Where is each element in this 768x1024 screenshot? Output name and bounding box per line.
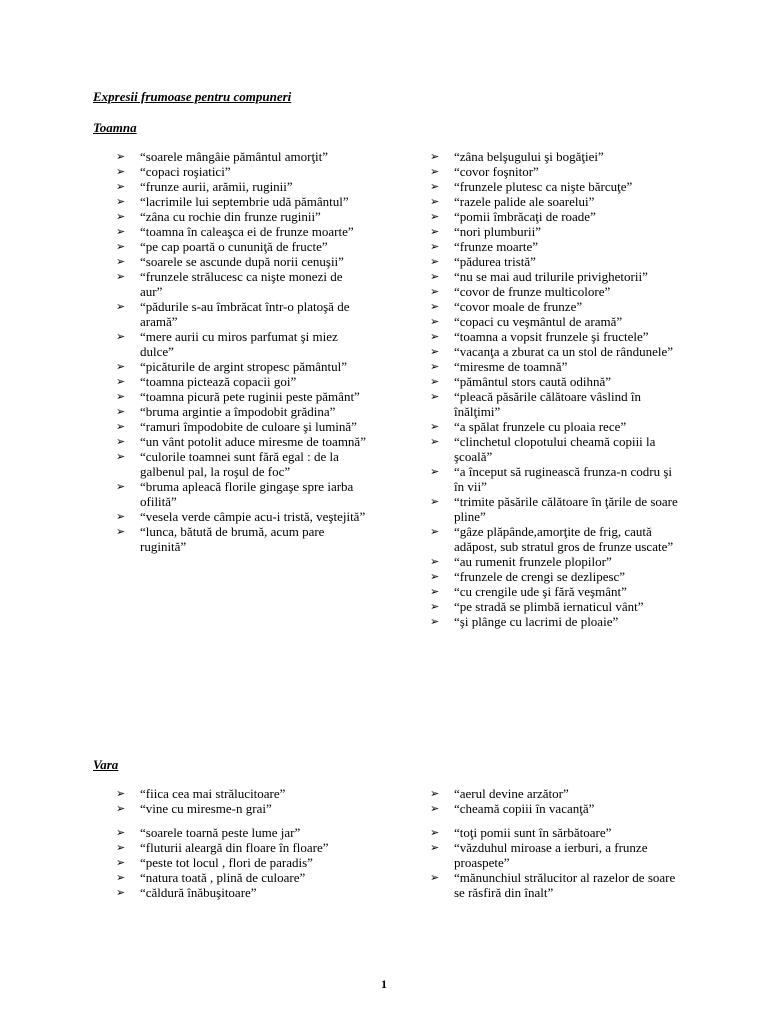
expression-text: “fluturii aleargă din floare în floare”	[140, 840, 329, 855]
expression-text: “frunzele plutesc ca nişte bărcuţe”	[454, 179, 633, 194]
arrow-bullet-icon: ➢	[430, 375, 440, 388]
arrow-bullet-icon: ➢	[116, 525, 126, 538]
list-item	[116, 374, 366, 389]
arrow-bullet-icon: ➢	[116, 802, 126, 815]
list-item	[430, 825, 678, 840]
list-item	[116, 419, 366, 434]
arrow-bullet-icon: ➢	[430, 330, 440, 343]
list-item	[116, 239, 366, 254]
list-item	[430, 254, 678, 269]
toamna-right-list	[430, 149, 678, 629]
list-item	[430, 569, 678, 584]
list-item	[430, 314, 678, 329]
arrow-bullet-icon: ➢	[430, 802, 440, 815]
arrow-bullet-icon: ➢	[116, 240, 126, 253]
arrow-bullet-icon: ➢	[430, 495, 440, 508]
arrow-bullet-icon: ➢	[430, 600, 440, 613]
expression-text: “toamna în caleaşca ei de frunze moarte”	[140, 224, 354, 239]
arrow-bullet-icon: ➢	[430, 300, 440, 313]
vara-left-list	[116, 786, 366, 900]
arrow-bullet-icon: ➢	[116, 255, 126, 268]
expression-text: “cu crengile ude şi fără veşmânt”	[454, 584, 627, 599]
arrow-bullet-icon: ➢	[430, 615, 440, 628]
list-item	[430, 554, 678, 569]
expression-text: “toamna picură pete ruginii peste pământ”	[140, 389, 360, 404]
arrow-bullet-icon: ➢	[430, 787, 440, 800]
list-item	[430, 194, 678, 209]
arrow-bullet-icon: ➢	[430, 240, 440, 253]
arrow-bullet-icon: ➢	[430, 210, 440, 223]
expression-text: “covor de frunze multicolore”	[454, 284, 611, 299]
arrow-bullet-icon: ➢	[116, 270, 126, 283]
expression-text: “pomii îmbrăcaţi de roade”	[454, 209, 596, 224]
arrow-bullet-icon: ➢	[430, 390, 440, 403]
arrow-bullet-icon: ➢	[430, 360, 440, 373]
expression-text: “toamna pictează copacii goi”	[140, 374, 297, 389]
expression-text: “văzduhul miroase a ierburi, a frunze proaspete”	[454, 840, 648, 870]
expression-text: “pământul stors caută odihnă”	[454, 374, 612, 389]
expression-text: “pleacă păsările călătoare vâslind în înălţimi”	[454, 389, 641, 419]
list-item	[116, 434, 366, 449]
arrow-bullet-icon: ➢	[116, 420, 126, 433]
expression-text: “picăturile de argint stropesc pământul”	[140, 359, 347, 374]
arrow-bullet-icon: ➢	[116, 300, 126, 313]
expression-text: “mere aurii cu miros parfumat şi miez dulce”	[140, 329, 338, 359]
expression-text: “un vânt potolit aduce miresme de toamnă”	[140, 434, 366, 449]
expression-text: “frunzele de crengi se dezlipesc”	[454, 569, 626, 584]
list-item	[430, 149, 678, 164]
list-item	[430, 464, 678, 494]
expression-text: “vesela verde câmpie acu-i tristă, veştejită”	[140, 509, 366, 524]
list-item	[116, 801, 366, 816]
expression-text: “gâze plăpânde,amorţite de frig, caută adăpost, sub stratul gros de frunze uscate”	[454, 524, 674, 554]
arrow-bullet-icon: ➢	[430, 315, 440, 328]
list-item	[116, 449, 366, 479]
section-heading-toamna: Toamna	[93, 120, 137, 135]
expression-text: “mănunchiul strălucitor al razelor de soare se răsfiră din înalt”	[454, 870, 676, 900]
list-item	[116, 404, 366, 419]
list-item	[430, 419, 678, 434]
expression-text: “lunca, bătută de brumă, acum pare ruginită”	[140, 524, 325, 554]
arrow-bullet-icon: ➢	[430, 826, 440, 839]
expression-text: “ramuri împodobite de culoare şi lumină”	[140, 419, 357, 434]
arrow-bullet-icon: ➢	[430, 285, 440, 298]
arrow-bullet-icon: ➢	[116, 360, 126, 373]
expression-text: “culorile toamnei sunt fără egal : de la galbenul pal, la roşul de foc”	[140, 449, 339, 479]
list-item	[116, 194, 366, 209]
arrow-bullet-icon: ➢	[116, 787, 126, 800]
arrow-bullet-icon: ➢	[116, 210, 126, 223]
expression-text: “covor moale de frunze”	[454, 299, 583, 314]
expression-text: “pe cap poartă o cununiţă de fructe”	[140, 239, 328, 254]
expression-text: “bruma apleacă florile gingaşe spre iarba ofilită”	[140, 479, 354, 509]
expression-text: “a spălat frunzele cu ploaia rece”	[454, 419, 627, 434]
toamna-left-list	[116, 149, 366, 554]
list-item	[116, 299, 366, 329]
list-item	[430, 786, 678, 801]
expression-text: “aerul devine arzător”	[454, 786, 569, 801]
arrow-bullet-icon: ➢	[116, 195, 126, 208]
expression-text: “pe stradă se plimbă iernaticul vânt”	[454, 599, 644, 614]
expression-text: “pădurile s-au îmbrăcat într-o platoşă de aramă”	[140, 299, 350, 329]
list-item	[116, 179, 366, 194]
expression-text: “soarele toarnă peste lume jar”	[140, 825, 301, 840]
arrow-bullet-icon: ➢	[430, 525, 440, 538]
arrow-bullet-icon: ➢	[116, 405, 126, 418]
arrow-bullet-icon: ➢	[116, 841, 126, 854]
arrow-bullet-icon: ➢	[430, 225, 440, 238]
arrow-bullet-icon: ➢	[430, 420, 440, 433]
arrow-bullet-icon: ➢	[430, 165, 440, 178]
arrow-bullet-icon: ➢	[116, 435, 126, 448]
expression-text: “nori plumburii”	[454, 224, 542, 239]
list-item	[430, 164, 678, 179]
expression-text: “zâna belşugului şi bogăţiei”	[454, 149, 604, 164]
list-item	[430, 344, 678, 359]
list-item	[430, 239, 678, 254]
expression-text: “şi plânge cu lacrimi de ploaie”	[454, 614, 619, 629]
arrow-bullet-icon: ➢	[116, 375, 126, 388]
expression-text: “clinchetul clopotului cheamă copiii la şcoală”	[454, 434, 656, 464]
arrow-bullet-icon: ➢	[430, 270, 440, 283]
arrow-bullet-icon: ➢	[430, 555, 440, 568]
expression-text: “toţi pomii sunt în sărbătoare”	[454, 825, 612, 840]
arrow-bullet-icon: ➢	[116, 886, 126, 899]
expression-text: “căldură înăbuşitoare”	[140, 885, 257, 900]
arrow-bullet-icon: ➢	[116, 510, 126, 523]
arrow-bullet-icon: ➢	[116, 871, 126, 884]
arrow-bullet-icon: ➢	[116, 826, 126, 839]
page-number: 1	[381, 977, 387, 991]
expression-text: “vacanţa a zburat ca un stol de rândunele”	[454, 344, 674, 359]
list-item	[116, 786, 366, 801]
arrow-bullet-icon: ➢	[430, 255, 440, 268]
list-item	[116, 149, 366, 164]
list-item	[430, 269, 678, 284]
expression-text: “vine cu miresme-n grai”	[140, 801, 272, 816]
expression-text: “fiica cea mai strălucitoare”	[140, 786, 286, 801]
expression-text: “frunze moarte”	[454, 239, 539, 254]
list-item	[116, 209, 366, 224]
arrow-bullet-icon: ➢	[430, 150, 440, 163]
list-item	[430, 374, 678, 389]
expression-text: “trimite păsările călătoare în ţările de soare pline”	[454, 494, 678, 524]
list-item	[430, 524, 678, 554]
list-item	[116, 269, 366, 299]
expression-text: “razele palide ale soarelui”	[454, 194, 595, 209]
list-item	[116, 524, 366, 554]
list-item	[116, 329, 366, 359]
list-item	[430, 389, 678, 419]
expression-text: “au rumenit frunzele plopilor”	[454, 554, 612, 569]
list-item	[116, 885, 366, 900]
list-item	[430, 614, 678, 629]
list-item	[430, 329, 678, 344]
expression-text: “copaci roşiatici”	[140, 164, 231, 179]
arrow-bullet-icon: ➢	[430, 841, 440, 854]
arrow-bullet-icon: ➢	[116, 390, 126, 403]
vara-right-list	[430, 786, 678, 900]
expression-text: “bruma argintie a împodobit grădina”	[140, 404, 336, 419]
list-item	[430, 179, 678, 194]
list-item	[116, 254, 366, 269]
arrow-bullet-icon: ➢	[430, 465, 440, 478]
arrow-bullet-icon: ➢	[116, 180, 126, 193]
list-item	[430, 299, 678, 314]
list-item	[430, 284, 678, 299]
arrow-bullet-icon: ➢	[430, 585, 440, 598]
expression-text: “soarele mângâie pământul amorţit”	[140, 149, 329, 164]
arrow-bullet-icon: ➢	[430, 871, 440, 884]
list-item	[116, 870, 366, 885]
expression-text: “nu se mai aud trilurile privighetorii”	[454, 269, 648, 284]
list-item	[430, 434, 678, 464]
expression-text: “miresme de toamnă”	[454, 359, 568, 374]
list-item	[116, 164, 366, 179]
list-item	[430, 359, 678, 374]
list-item	[430, 840, 678, 870]
expression-text: “a început să ruginească frunza-n codru şi în vii”	[454, 464, 673, 494]
section-heading-vara: Vara	[93, 757, 119, 772]
arrow-bullet-icon: ➢	[430, 180, 440, 193]
expression-text: “natura toată , plină de culoare”	[140, 870, 306, 885]
arrow-bullet-icon: ➢	[430, 195, 440, 208]
arrow-bullet-icon: ➢	[116, 150, 126, 163]
expression-text: “frunzele strălucesc ca nişte monezi de aur”	[140, 269, 343, 299]
expression-text: “peste tot locul , flori de paradis”	[140, 855, 313, 870]
list-item	[116, 359, 366, 374]
arrow-bullet-icon: ➢	[116, 856, 126, 869]
arrow-bullet-icon: ➢	[116, 480, 126, 493]
expression-text: “soarele se ascunde după norii cenuşii”	[140, 254, 344, 269]
list-item	[116, 840, 366, 855]
expression-text: “covor foşnitor”	[454, 164, 539, 179]
list-item	[430, 870, 678, 900]
list-item	[430, 584, 678, 599]
list-item	[430, 224, 678, 239]
expression-text: “pădurea tristă”	[454, 254, 536, 269]
list-item	[116, 389, 366, 404]
arrow-bullet-icon: ➢	[116, 450, 126, 463]
arrow-bullet-icon: ➢	[116, 225, 126, 238]
list-item	[116, 224, 366, 239]
list-item	[430, 599, 678, 614]
list-item	[116, 855, 366, 870]
expression-text: “toamna a vopsit frunzele şi fructele”	[454, 329, 649, 344]
expression-text: “copaci cu veşmântul de aramă”	[454, 314, 623, 329]
list-item	[116, 509, 366, 524]
arrow-bullet-icon: ➢	[430, 570, 440, 583]
arrow-bullet-icon: ➢	[116, 330, 126, 343]
arrow-bullet-icon: ➢	[116, 165, 126, 178]
expression-text: “cheamă copiii în vacanţă”	[454, 801, 595, 816]
list-item	[116, 825, 366, 840]
expression-text: “frunze aurii, arămii, ruginii”	[140, 179, 293, 194]
list-item	[430, 494, 678, 524]
expression-text: “lacrimile lui septembrie udă pământul”	[140, 194, 349, 209]
expression-text: “zâna cu rochie din frunze ruginii”	[140, 209, 321, 224]
document-title: Expresii frumoase pentru compuneri	[93, 89, 292, 104]
list-item	[430, 209, 678, 224]
arrow-bullet-icon: ➢	[430, 435, 440, 448]
list-item	[116, 479, 366, 509]
arrow-bullet-icon: ➢	[430, 345, 440, 358]
list-item	[430, 801, 678, 816]
